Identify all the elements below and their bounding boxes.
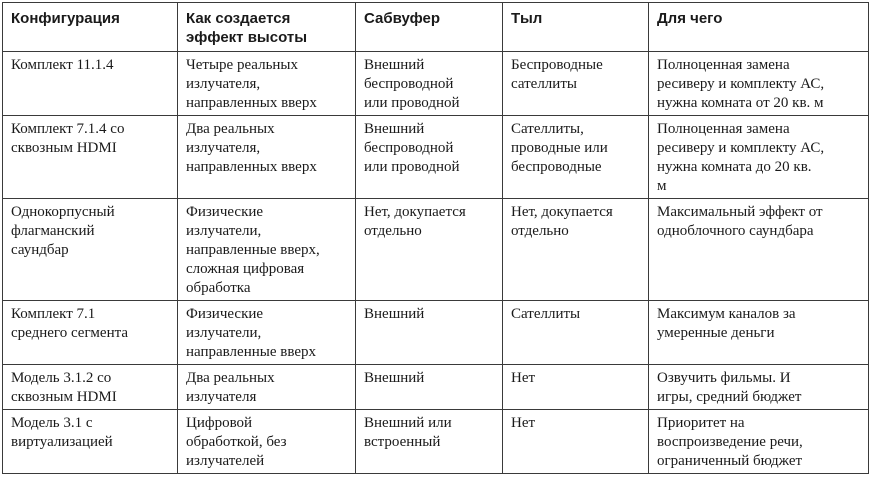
cell-purpose: Полноценная замена ресиверу и комплекту АС, нужна комната от 20 кв. м [649, 52, 869, 116]
cell-subwoofer: Внешний или встроенный [356, 410, 503, 474]
cell-height-effect: Цифровой обработкой, без излучателей [178, 410, 356, 474]
header-rear: Тыл [503, 3, 649, 52]
cell-rear: Сателлиты, проводные или беспроводные [503, 116, 649, 199]
comparison-table [2, 2, 869, 474]
table-row [3, 52, 869, 116]
table-row [3, 410, 869, 474]
table-row [3, 365, 869, 410]
cell-height-effect: Физические излучатели, направленные вверх [178, 301, 356, 365]
header-subwoofer: Сабвуфер [356, 3, 503, 52]
table-row [3, 116, 869, 199]
cell-purpose: Приоритет на воспроизведение речи, ограниченный бюджет [649, 410, 869, 474]
cell-subwoofer: Внешний беспроводной или проводной [356, 116, 503, 199]
cell-configuration: Комплект 7.1.4 со сквозным HDMI [3, 116, 178, 199]
header-configuration: Конфигурация [3, 3, 178, 52]
cell-height-effect: Четыре реальных излучателя, направленных вверх [178, 52, 356, 116]
cell-subwoofer: Внешний беспроводной или проводной [356, 52, 503, 116]
cell-configuration: Модель 3.1 с виртуализацией [3, 410, 178, 474]
cell-rear: Сателлиты [503, 301, 649, 365]
cell-height-effect: Физические излучатели, направленные вверх, сложная цифровая обработка [178, 199, 356, 301]
table-header-row [3, 3, 869, 52]
cell-subwoofer: Нет, докупается отдельно [356, 199, 503, 301]
cell-height-effect: Два реальных излучателя, направленных вверх [178, 116, 356, 199]
cell-purpose: Максимум каналов за умеренные деньги [649, 301, 869, 365]
cell-subwoofer: Внешний [356, 365, 503, 410]
cell-rear: Нет, докупается отдельно [503, 199, 649, 301]
cell-configuration: Комплект 7.1 среднего сегмента [3, 301, 178, 365]
cell-purpose: Максимальный эффект от одноблочного саундбара [649, 199, 869, 301]
cell-height-effect: Два реальных излучателя [178, 365, 356, 410]
cell-purpose: Полноценная замена ресиверу и комплекту АС, нужна комната до 20 кв. м [649, 116, 869, 199]
header-height-effect: Как создается эффект высоты [178, 3, 356, 52]
cell-purpose: Озвучить фильмы. И игры, средний бюджет [649, 365, 869, 410]
table-row [3, 301, 869, 365]
cell-subwoofer: Внешний [356, 301, 503, 365]
header-purpose: Для чего [649, 3, 869, 52]
cell-configuration: Однокорпусный флагманский саундбар [3, 199, 178, 301]
cell-configuration: Комплект 11.1.4 [3, 52, 178, 116]
cell-rear: Нет [503, 410, 649, 474]
table-row [3, 199, 869, 301]
cell-rear: Беспроводные сателлиты [503, 52, 649, 116]
cell-configuration: Модель 3.1.2 со сквозным HDMI [3, 365, 178, 410]
cell-rear: Нет [503, 365, 649, 410]
